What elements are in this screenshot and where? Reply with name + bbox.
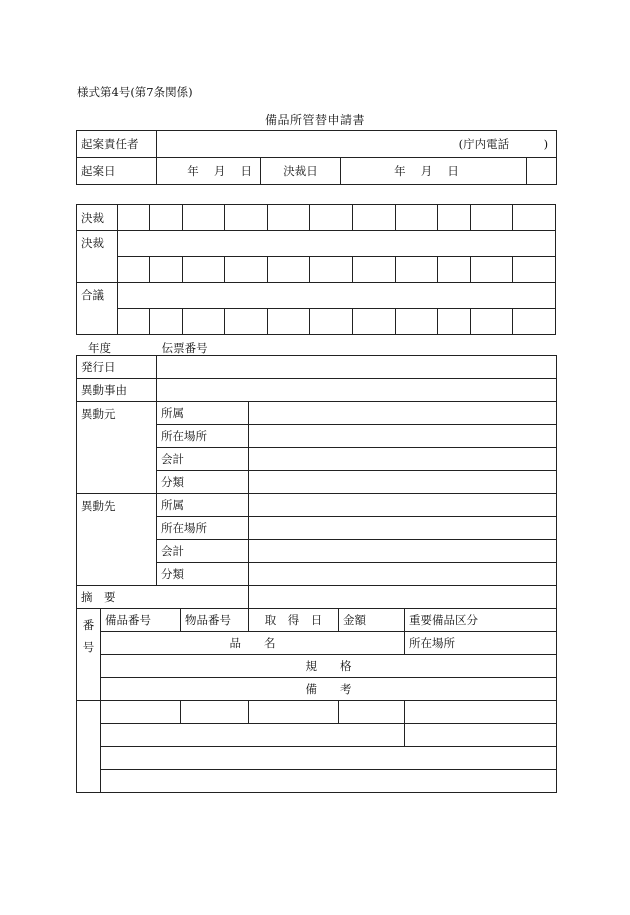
stamp-box[interactable] [513,309,556,335]
draft-date-field[interactable] [157,158,261,185]
number-vertical-label [77,609,101,701]
remarks-field[interactable] [101,770,557,793]
decision-date-label: 決裁日 [261,158,341,185]
reason-field[interactable] [157,379,557,402]
from-label: 異動元 [77,402,157,494]
stamp-box[interactable] [150,205,182,231]
important-class-field[interactable] [405,701,557,724]
ban-char: 番 [82,618,95,632]
stamp-box[interactable] [310,205,353,231]
from-location-field[interactable] [249,425,557,448]
to-category-label: 分類 [157,563,249,586]
item-name-field[interactable] [101,724,405,747]
stamp-box[interactable] [395,205,438,231]
to-location-field[interactable] [249,517,557,540]
kessai-wide-row[interactable] [117,231,555,257]
stamp-box[interactable] [310,257,353,283]
drafter-label: 起案責任者 [77,131,157,158]
stamp-box[interactable] [150,309,182,335]
stamp-box[interactable] [395,309,438,335]
acquisition-date-header: 取 得 日 [249,609,339,632]
stamp-box[interactable] [267,309,310,335]
reason-label: 異動事由 [77,379,157,402]
acquisition-date-field[interactable] [249,701,339,724]
stamp-box[interactable] [225,257,268,283]
stamp-box[interactable] [395,257,438,283]
important-class-header: 重要備品区分 [405,609,557,632]
from-location-label: 所在場所 [157,425,249,448]
go-char: 号 [82,640,95,654]
item-name-header: 品 名 [101,632,405,655]
stamp-box[interactable] [438,205,470,231]
blank-cell[interactable] [527,158,557,185]
spec-header: 規 格 [101,655,557,678]
drafter-field[interactable] [157,131,557,158]
stamp-box[interactable] [182,257,225,283]
stamp-box[interactable] [470,205,513,231]
stamp-box[interactable] [352,309,395,335]
spec-field[interactable] [101,747,557,770]
stamp-box[interactable] [117,257,149,283]
stamp-box[interactable] [438,257,470,283]
draft-date-units: 年 月 日 [187,164,252,178]
year-label: 年度 [88,341,111,355]
to-category-field[interactable] [249,563,557,586]
goods-number-field[interactable] [181,701,249,724]
from-accounting-field[interactable] [249,448,557,471]
location-field[interactable] [405,724,557,747]
to-accounting-field[interactable] [249,540,557,563]
stamp-box[interactable] [267,205,310,231]
from-affiliation-field[interactable] [249,402,557,425]
form-number: 様式第4号(第7条関係) [77,85,193,99]
from-category-field[interactable] [249,471,557,494]
to-label: 異動先 [77,494,157,586]
to-accounting-label: 会計 [157,540,249,563]
to-location-label: 所在場所 [157,517,249,540]
document-title: 備品所管替申請書 [264,113,365,127]
decision-date-field[interactable] [341,158,527,185]
slip-labels [88,340,208,356]
stamp-box[interactable] [182,309,225,335]
summary-field[interactable] [249,586,557,609]
stamp-box[interactable] [438,309,470,335]
transfer-table [76,355,557,793]
stamp-box[interactable] [513,205,556,231]
number-entry[interactable] [77,701,101,793]
stamp-box[interactable] [310,309,353,335]
issue-date-field[interactable] [157,356,557,379]
issue-date-label: 発行日 [77,356,157,379]
equipment-number-field[interactable] [101,701,181,724]
approval-table [76,204,556,335]
amount-field[interactable] [339,701,405,724]
stamp-box[interactable] [470,309,513,335]
from-accounting-label: 会計 [157,448,249,471]
kessai-label-2: 決裁 [77,231,118,283]
slip-number-label: 伝票番号 [161,341,208,355]
to-affiliation-field[interactable] [249,494,557,517]
summary-label: 摘 要 [77,586,249,609]
stamp-box[interactable] [470,257,513,283]
stamp-box[interactable] [352,205,395,231]
decision-date-units: 年 月 日 [394,164,459,178]
stamp-box[interactable] [513,257,556,283]
goods-number-header: 物品番号 [181,609,249,632]
amount-header: 金額 [339,609,405,632]
stamp-box[interactable] [150,257,182,283]
to-affiliation-label: 所属 [157,494,249,517]
gougi-wide-row[interactable] [117,283,555,309]
stamp-box[interactable] [267,257,310,283]
stamp-box[interactable] [225,205,268,231]
kessai-label-1: 決裁 [77,205,118,231]
stamp-box[interactable] [225,309,268,335]
from-category-label: 分類 [157,471,249,494]
stamp-box[interactable] [117,309,149,335]
from-affiliation-label: 所属 [157,402,249,425]
draft-date-label: 起案日 [77,158,157,185]
remarks-header: 備 考 [101,678,557,701]
gougi-label: 合議 [77,283,118,335]
draft-info-table [76,130,557,185]
stamp-box[interactable] [117,205,149,231]
stamp-box[interactable] [182,205,225,231]
phone-label: (庁内電話 ) [458,137,549,151]
equipment-number-header: 備品番号 [101,609,181,632]
stamp-box[interactable] [352,257,395,283]
location-header: 所在場所 [405,632,557,655]
